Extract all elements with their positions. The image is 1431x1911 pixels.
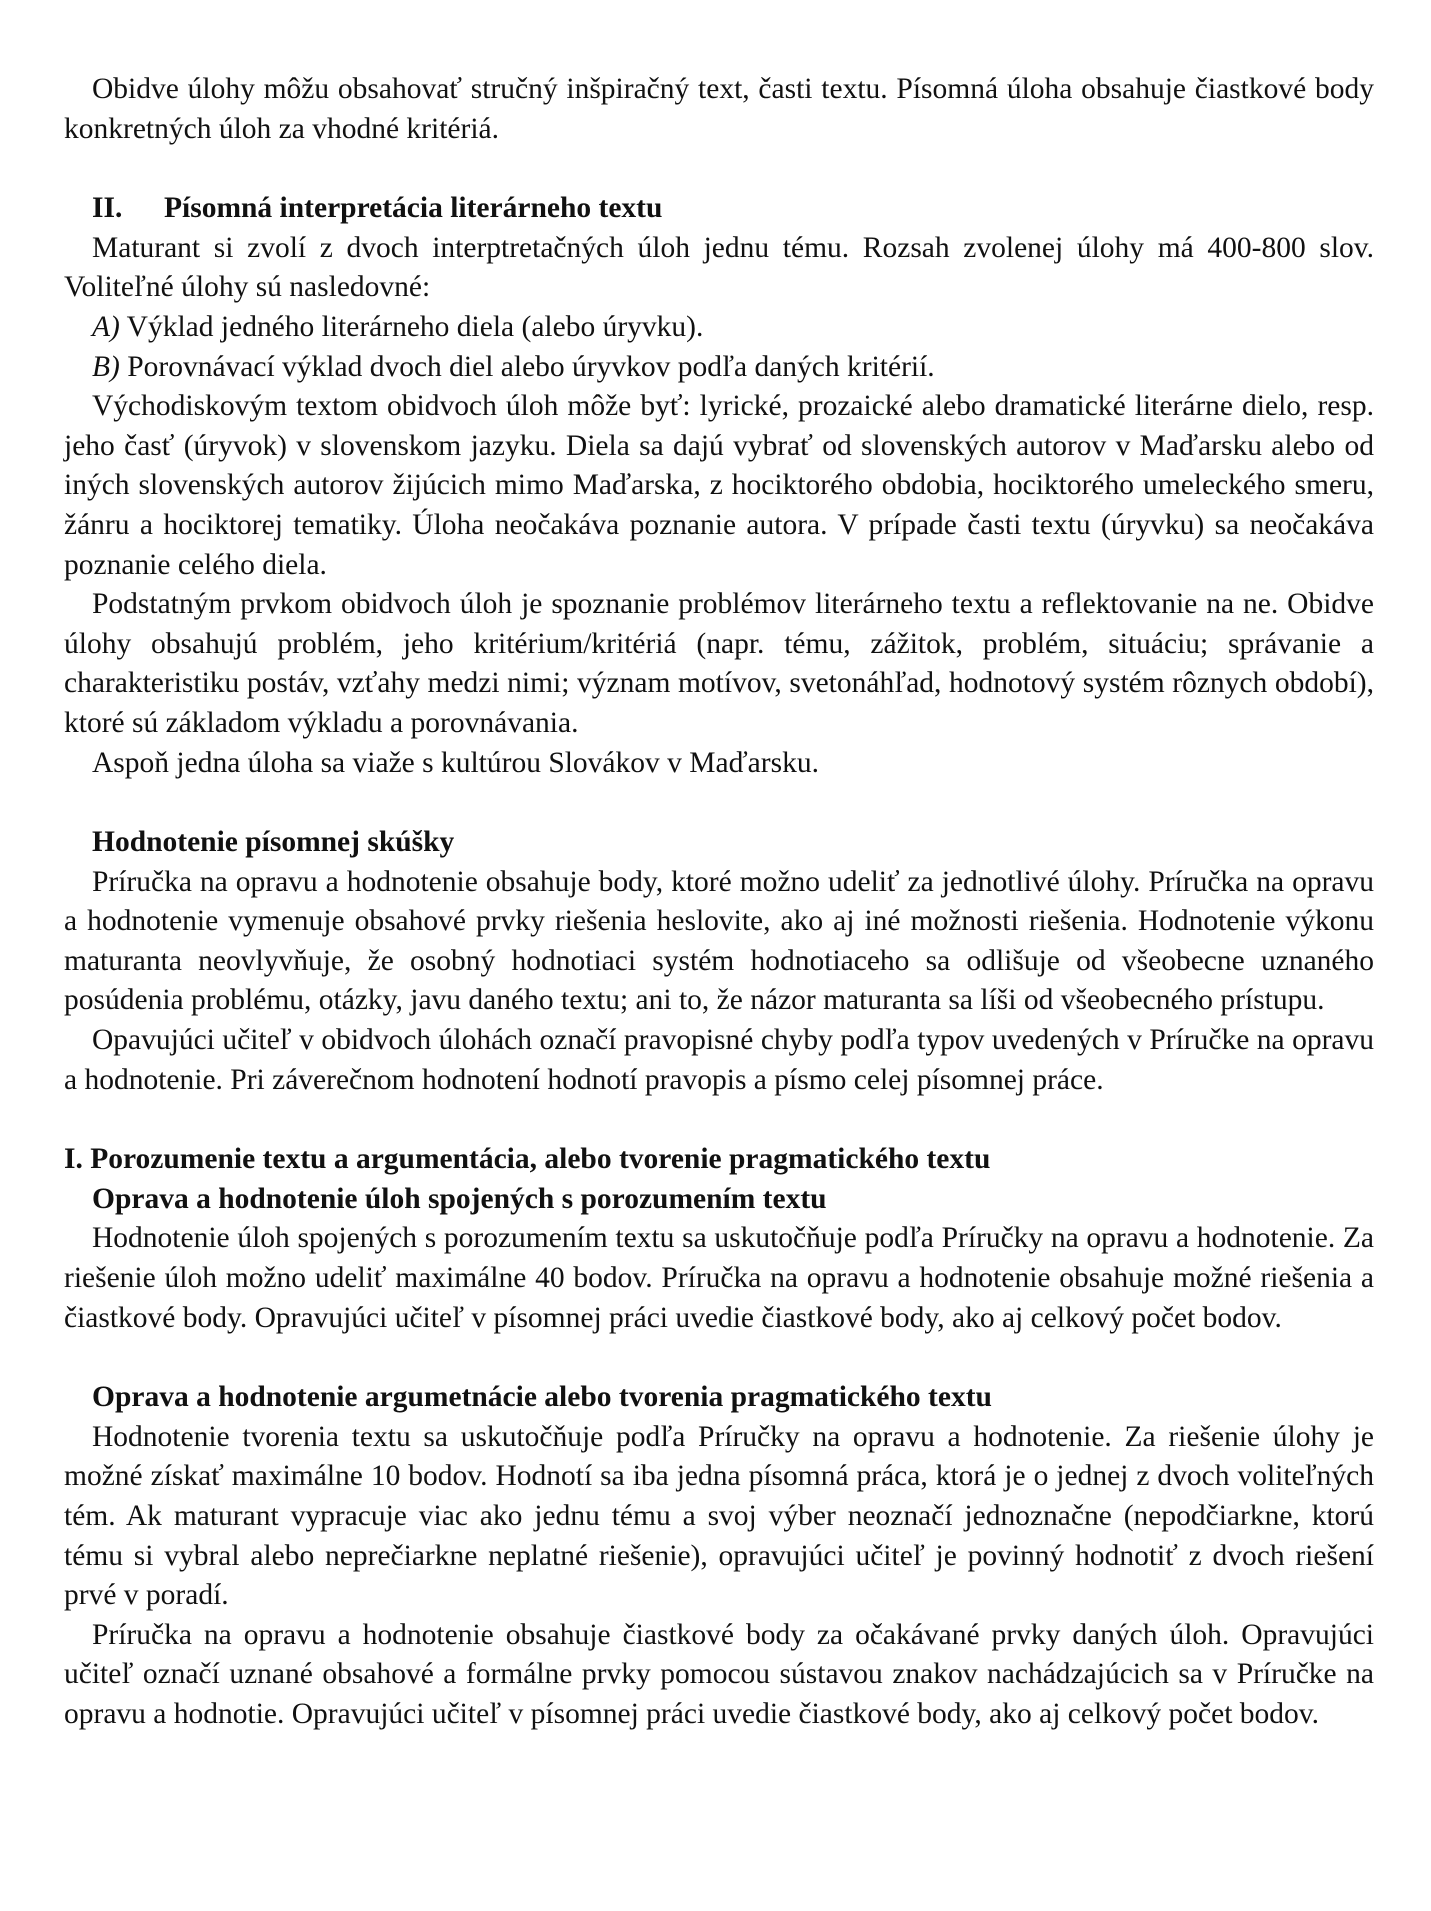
evaluation-heading: Hodnotenie písomnej skúšky bbox=[92, 826, 455, 859]
argumentation-paragraph-1: Hodnotenie tvorenia textu sa uskutočňuje podľa Príručky na opravu a hodnotenie. Za riešenie úlohy je možné získať maximálne 10 bodov. Hodnotí sa iba jedna písomná práca, ktorá je o jednej z dvoch voliteľných tém. Ak maturant vypracuje viac ako jednu tému a svoj výber neoznačí jednoznačne (nepodčiarkne, ktorú tému si vybral alebo neprečiarkne neplatné riešenie), opravujúci učiteľ je povinný hodnotiť z dvoch riešení prvé v poradí. bbox=[64, 1420, 1374, 1612]
section-1-heading: I. Porozumenie textu a argumentácia, alebo tvorenie pragmatického textu bbox=[64, 1143, 991, 1176]
option-a bbox=[92, 308, 1374, 348]
evaluation-paragraph-1: Príručka na opravu a hodnotenie obsahuje body, ktoré možno udeliť za jednotlivé úlohy. Príručka na opravu a hodnotenie vymenuje obsahové prvky riešenia heslovite, ako aj iné možnosti riešenia. Hodnotenie výkonu maturanta neovlyvňuje, že osobný hodnotiaci systém hodnotiaceho sa odlišuje od všeobecne uznaného posúdenia problému, otázky, javu daného textu; ani to, že názor maturanta sa líši od všeobecného prístupu. bbox=[64, 865, 1374, 1017]
option-b-text: Porovnávací výklad dvoch diel alebo úryvkov podľa daných kritérií. bbox=[119, 350, 935, 383]
option-b-label: B) bbox=[92, 350, 120, 383]
section-2-paragraph-2: Východiskovým textom obidvoch úloh môže byť: lyrické, prozaické alebo dramatické literárne dielo, resp. jeho časť (úryvok) v slovenskom jazyku. Diela sa dajú vybrať od slovenských autorov v Maďarsku alebo od iných slovenských autorov žijúcich mimo Maďarska, z hociktorého obdobia, hociktorého umeleckého smeru, žánru a hociktorej tematiky. Úloha neočakáva poznanie autora. V prípade časti textu (úryvku) sa neočakáva poznanie celého diela. bbox=[64, 390, 1374, 581]
argumentation-heading: Oprava a hodnotenie argumetnácie alebo tvorenia pragmatického textu bbox=[92, 1381, 992, 1414]
option-b bbox=[92, 348, 1374, 388]
section-2-paragraph-3: Podstatným prvkom obidvoch úloh je spoznanie problémov literárneho textu a reflektovanie na ne. Obidve úlohy obsahujú problém, jeho kritérium/kritériá (napr. tému, zážitok, problém, situáciu; správanie a charakteristiku postáv, vzťahy medzi nimi; význam motívov, svetonáhľad, hodnotový systém rôznych období), ktoré sú základom výkladu a porovnávania. bbox=[64, 588, 1374, 739]
option-a-label: A) bbox=[92, 310, 120, 343]
section-2-paragraph-1: Maturant si zvolí z dvoch interptretačných úloh jednu tému. Rozsah zvolenej úlohy má 400-800 slov. Voliteľné úlohy sú nasledovné: bbox=[64, 231, 1374, 304]
section-1-subheading: Oprava a hodnotenie úloh spojených s porozumením textu bbox=[92, 1182, 827, 1215]
section-2-heading bbox=[92, 189, 1374, 229]
argumentation-paragraph-2: Príručka na opravu a hodnotenie obsahuje čiastkové body za očakávané prvky daných úloh. Opravujúci učiteľ označí uznané obsahové a formálne prvky pomocou sústavou znakov nachádzajúcich sa v Príručke na opravu a hodnotie. Opravujúci učiteľ v písomnej práci uvedie čiastkové body, ako aj celkový počet bodov. bbox=[64, 1618, 1374, 1730]
section-1-paragraph-1: Hodnotenie úloh spojených s porozumením textu sa uskutočňuje podľa Príručky na opravu a hodnotenie. Za riešenie úloh možno udeliť maximálne 40 bodov. Príručka na opravu a hodnotenie obsahuje možné riešenia a čiastkové body. Opravujúci učiteľ v písomnej práci uvedie čiastkové body, ako aj celkový počet bodov. bbox=[64, 1222, 1374, 1334]
section-2-title: Písomná interpretácia literárneho textu bbox=[164, 192, 663, 225]
option-a-text: Výklad jedného literárneho diela (alebo úryvku). bbox=[119, 310, 704, 343]
section-2-number: II. bbox=[92, 192, 123, 225]
evaluation-paragraph-2: Opavujúci učiteľ v obidvoch úlohách označí pravopisné chyby podľa typov uvedených v Príručke na opravu a hodnotenie. Pri záverečnom hodnotení hodnotí pravopis a písmo celej písomnej práce. bbox=[64, 1024, 1374, 1096]
intro-paragraph: Obidve úlohy môžu obsahovať stručný inšpiračný text, časti textu. Písomná úloha obsahuje čiastkové body konkretných úloh za vhodné kritériá. bbox=[64, 73, 1374, 145]
section-2-paragraph-4: Aspoň jedna úloha sa viaže s kultúrou Slovákov v Maďarsku. bbox=[92, 746, 819, 779]
